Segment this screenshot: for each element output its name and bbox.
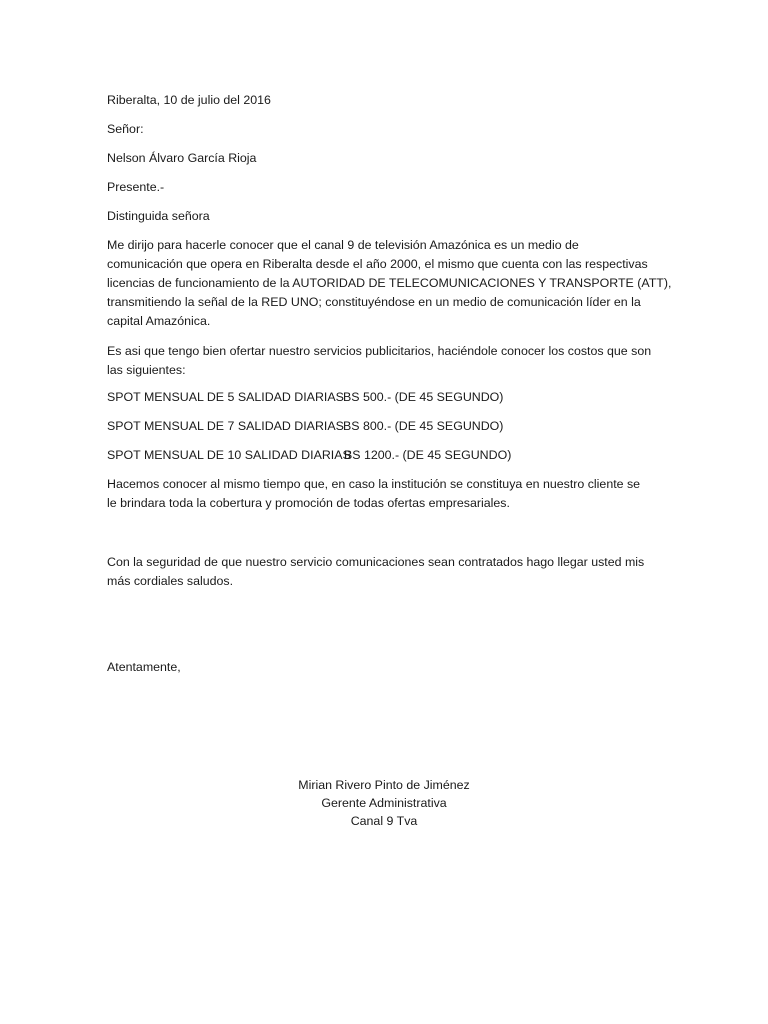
intro-line: transmitiendo la señal de la RED UNO; constituyéndose en un medio de comunicación líder en la bbox=[107, 295, 641, 309]
presente-line: Presente.- bbox=[107, 180, 165, 194]
signature-role: Gerente Administrativa bbox=[321, 796, 447, 810]
signature-block bbox=[0, 776, 768, 830]
spot-name: SPOT MENSUAL DE 10 SALIDAD DIARIAS bbox=[107, 448, 351, 462]
greeting-line: Distinguida señora bbox=[107, 209, 210, 223]
signature-organization: Canal 9 Tva bbox=[350, 814, 418, 828]
intro-line: Me dirijo para hacerle conocer que el canal 9 de televisión Amazónica es un medio de bbox=[107, 238, 579, 252]
coverage-line: Hacemos conocer al mismo tiempo que, en caso la institución se constituya en nuestro cliente se bbox=[107, 477, 641, 491]
intro-paragraph bbox=[107, 236, 672, 331]
spot-price: BS 1200.- (DE 45 SEGUNDO) bbox=[344, 448, 512, 462]
offer-paragraph bbox=[107, 342, 655, 380]
spot-price: BS 800.- (DE 45 SEGUNDO) bbox=[343, 419, 504, 433]
intro-line: licencias de funcionamiento de la AUTORIDAD DE TELECOMUNICACIONES Y TRANSPORTE (ATT), bbox=[107, 276, 672, 290]
sign-off: Atentamente, bbox=[107, 660, 181, 674]
spot-row bbox=[107, 417, 667, 436]
offer-line: Es asi que tengo bien ofertar nuestro servicios publicitarios, haciéndole conocer los costos que son bbox=[107, 344, 652, 358]
spot-row bbox=[107, 446, 667, 465]
intro-line: comunicación que opera en Riberalta desde el año 2000, el mismo que cuenta con las respectivas bbox=[107, 257, 648, 271]
closing-paragraph bbox=[107, 553, 655, 591]
spot-name: SPOT MENSUAL DE 5 SALIDAD DIARIAS bbox=[107, 390, 344, 404]
recipient-name: Nelson Álvaro García Rioja bbox=[107, 151, 257, 165]
date-line: Riberalta, 10 de julio del 2016 bbox=[107, 93, 271, 107]
closing-line: Con la seguridad de que nuestro servicio comunicaciones sean contratados hago llegar usted mis bbox=[107, 555, 645, 569]
signature-name: Mirian Rivero Pinto de Jiménez bbox=[298, 778, 470, 792]
spot-row bbox=[107, 388, 667, 407]
intro-line: capital Amazónica. bbox=[107, 314, 211, 328]
spot-name: SPOT MENSUAL DE 7 SALIDAD DIARIAS bbox=[107, 419, 344, 433]
closing-line: más cordiales saludos. bbox=[107, 574, 234, 588]
salutation-title: Señor: bbox=[107, 122, 144, 136]
offer-line: las siguientes: bbox=[107, 363, 186, 377]
coverage-paragraph bbox=[107, 475, 655, 513]
spot-price: BS 500.- (DE 45 SEGUNDO) bbox=[343, 390, 504, 404]
coverage-line: le brindara toda la cobertura y promoción de todas ofertas empresariales. bbox=[107, 496, 510, 510]
